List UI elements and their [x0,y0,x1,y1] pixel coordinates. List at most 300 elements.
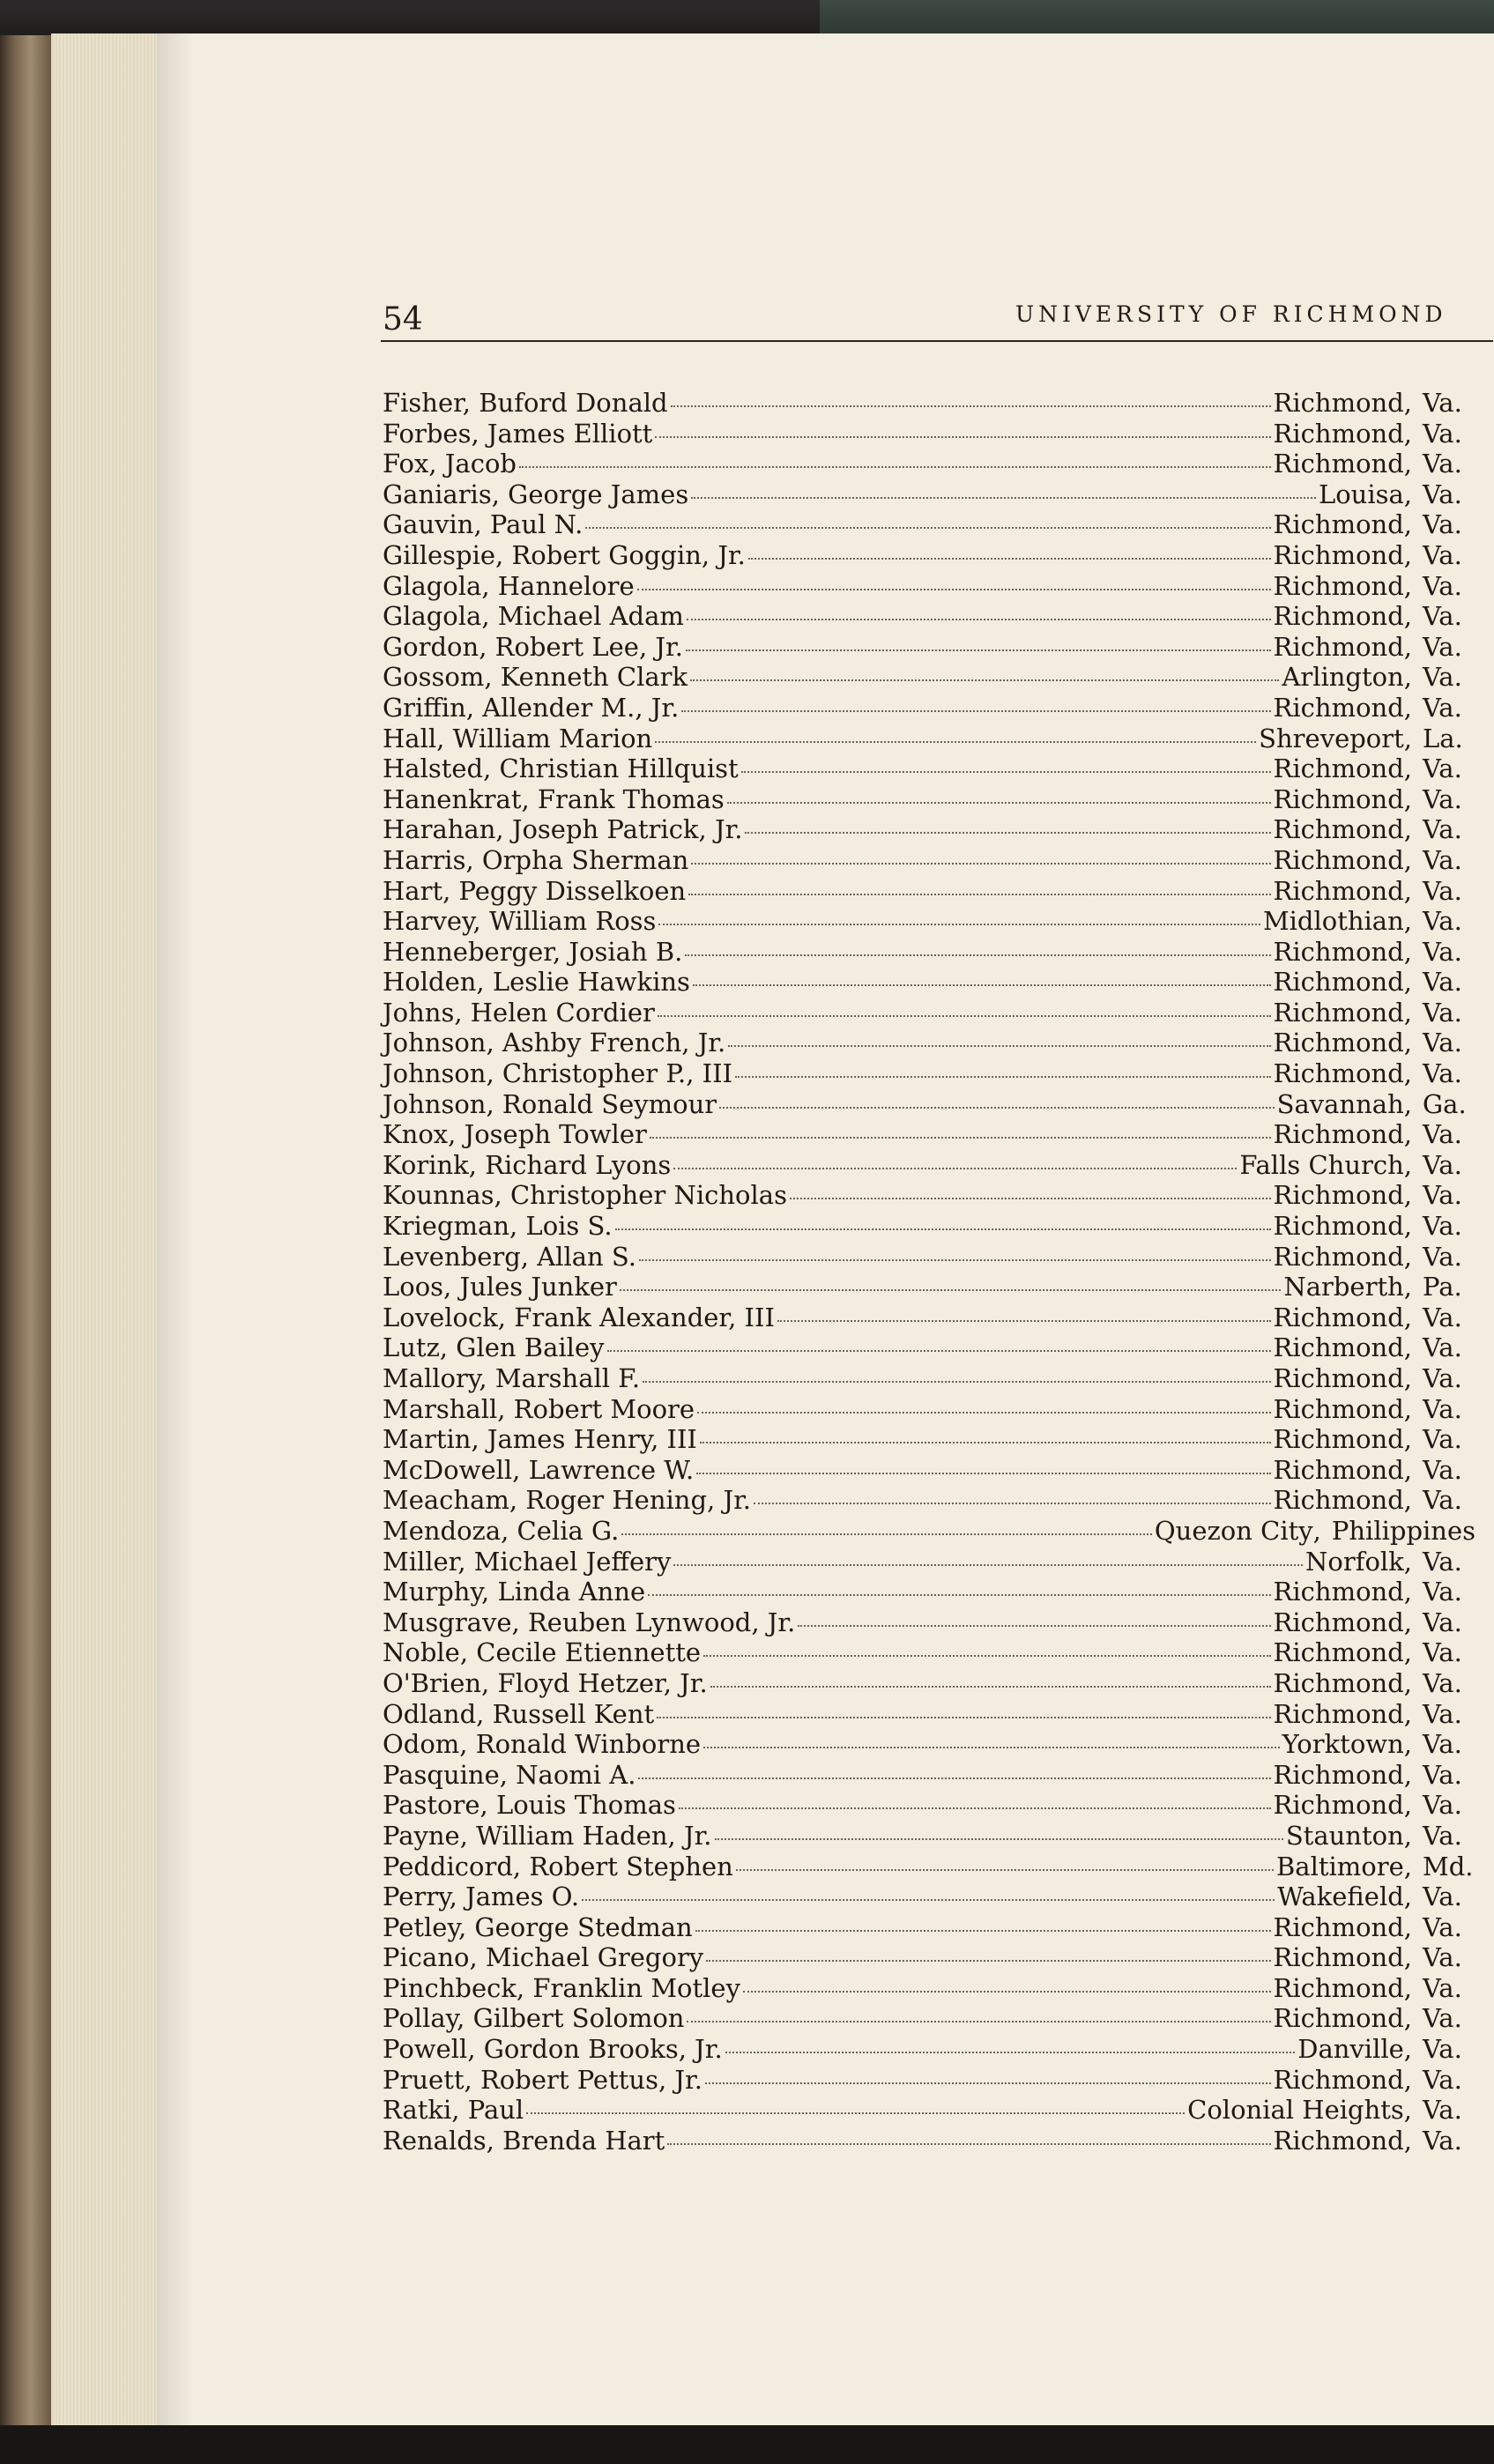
roster-entry [383,1394,1475,1425]
student-name: Odom, Ronald Winborne [383,1729,702,1760]
hometown-city: Falls Church [1239,1149,1404,1180]
roster-entry [383,2095,1475,2126]
dot-leader [681,710,1270,712]
hometown-city: Richmond [1273,997,1404,1028]
book-binding-edge [0,35,51,2450]
hometown-city: Richmond [1273,1454,1404,1485]
student-name: McDowell, Lawrence W. [383,1454,695,1485]
hometown-state: Pa. [1423,1272,1462,1303]
hometown-state: Va. [1423,388,1462,418]
hometown-city: Richmond [1273,1637,1404,1668]
hometown-state: Va. [1423,906,1462,937]
dot-leader [735,1076,1271,1078]
dot-leader [703,1747,1280,1748]
student-roster [383,388,1475,2156]
comma-separator: , [1403,1424,1412,1455]
roster-entry [383,1881,1475,1912]
hometown-city: Narberth [1283,1272,1404,1303]
comma-separator: , [1403,479,1412,509]
hometown-state: Philippines [1331,1515,1475,1546]
dot-leader [693,984,1271,986]
student-name: Glagola, Hannelore [383,570,635,601]
comma-separator: , [1403,601,1412,632]
roster-entry [383,601,1475,632]
roster-entry [383,1760,1475,1791]
student-name: Pollay, Gilbert Solomon [383,2003,685,2034]
hometown-state: Va. [1423,1546,1462,1577]
comma-separator: , [1403,1942,1412,1973]
roster-entry [383,419,1475,449]
student-name: Harvey, William Ross [383,906,657,937]
student-name: Kriegman, Lois S. [383,1211,613,1242]
dot-leader [658,924,1260,925]
hometown-state: Va. [1423,1820,1462,1851]
hometown-city: Baltimore [1275,1851,1404,1881]
roster-entry [383,1577,1475,1607]
comma-separator: , [1403,449,1412,479]
hometown-city: Richmond [1273,1332,1404,1363]
hometown-state: Va. [1423,753,1462,784]
student-name: Harahan, Joseph Patrick, Jr. [383,814,743,845]
student-name: Pasquine, Naomi A. [383,1759,636,1790]
roster-entry [383,814,1475,845]
hometown-state: Va. [1423,1180,1462,1211]
dot-leader [648,1594,1270,1596]
dot-leader [615,1228,1271,1230]
hometown-state: Va. [1423,936,1462,967]
dot-leader [700,1442,1271,1444]
roster-entry [383,906,1475,937]
comma-separator: , [1403,723,1412,753]
comma-separator: , [1403,631,1412,662]
hometown-state: Va. [1423,1149,1462,1180]
hometown-state: Va. [1423,997,1462,1028]
hometown-state: Va. [1423,662,1462,693]
hometown-city: Richmond [1273,967,1404,998]
hometown-city: Richmond [1273,875,1404,906]
roster-entry [383,1729,1475,1760]
hometown-state: Va. [1423,1942,1462,1973]
dot-leader [754,1503,1271,1504]
student-name: Pruett, Robert Pettus, Jr. [383,2064,702,2095]
student-name: Petley, George Stedman [383,1911,693,1942]
dot-leader [741,771,1271,773]
hometown-city: Louisa [1318,479,1404,509]
hometown-state: Va. [1423,1058,1462,1089]
roster-entry [383,540,1475,571]
hometown-city: Staunton [1285,1820,1404,1851]
roster-entry [383,1699,1475,1730]
comma-separator: , [1403,997,1412,1028]
student-name: Levenberg, Allan S. [383,1241,636,1272]
comma-separator: , [1403,783,1412,814]
hometown-city: Savannah [1276,1088,1404,1119]
hometown-state: Va. [1423,1332,1462,1363]
hometown-city: Wakefield [1277,1881,1404,1912]
hometown-city: Richmond [1273,783,1404,814]
student-name: Fox, Jacob [383,449,517,479]
hometown-city: Richmond [1273,2125,1404,2156]
roster-entry [383,1607,1475,1638]
student-name: Gordon, Robert Lee, Jr. [383,631,683,662]
dot-leader [658,1015,1271,1017]
hometown-city: Richmond [1273,1607,1404,1637]
comma-separator: , [1403,1332,1412,1363]
hometown-state: Va. [1423,1577,1462,1607]
student-name: Gossom, Kenneth Clark [383,662,688,693]
dot-leader [526,2112,1185,2114]
comma-separator: , [1403,418,1412,449]
dot-leader [706,1960,1270,1962]
dot-leader [671,405,1271,407]
dot-leader [620,1289,1281,1291]
student-name: Glagola, Michael Adam [383,601,684,632]
comma-separator: , [1403,967,1412,998]
student-name: Ratki, Paul [383,2095,524,2126]
comma-separator: , [1403,2125,1412,2156]
hometown-city: Richmond [1273,1302,1404,1332]
dot-leader [695,1930,1271,1932]
comma-separator: , [1403,875,1412,906]
roster-entry [383,693,1475,724]
roster-entry [383,1942,1475,1973]
hometown-state: Va. [1423,601,1462,632]
dot-leader [621,1533,1152,1535]
page-number: 54 [383,301,423,338]
comma-separator: , [1403,844,1412,875]
hometown-city: Richmond [1273,1972,1404,2003]
hometown-city: Richmond [1273,1424,1404,1455]
hometown-city: Richmond [1273,1667,1404,1698]
student-name: Musgrave, Reuben Lynwood, Jr. [383,1607,796,1637]
dot-leader [686,649,1271,651]
student-name: Powell, Gordon Brooks, Jr. [383,2034,723,2065]
dot-leader [679,1807,1271,1809]
student-name: Johnson, Ashby French, Jr. [383,1028,726,1058]
dot-leader [703,1655,1271,1657]
comma-separator: , [1403,2095,1412,2126]
hometown-city: Richmond [1273,1180,1404,1211]
dot-leader [705,2082,1271,2084]
hometown-state: Va. [1423,1241,1462,1272]
hometown-state: Va. [1423,814,1462,845]
hometown-state: Va. [1423,1759,1462,1790]
student-name: Korink, Richard Lyons [383,1149,672,1180]
dot-leader [657,1717,1270,1718]
hometown-city: Richmond [1273,1119,1404,1150]
dot-leader [798,1625,1270,1627]
roster-entry [383,1637,1475,1668]
dot-leader [607,1350,1271,1352]
dot-leader [745,832,1270,834]
roster-entry [383,1211,1475,1242]
dot-leader [582,1899,1275,1901]
hometown-state: Va. [1423,1698,1462,1729]
comma-separator: , [1403,1241,1412,1272]
dot-leader [748,558,1271,560]
student-name: Miller, Michael Jeffery [383,1546,672,1577]
spine-shadow [157,33,192,2431]
dot-leader [655,741,1256,743]
dot-leader [790,1198,1271,1199]
hometown-city: Richmond [1273,1942,1404,1973]
roster-entry [383,2065,1475,2096]
comma-separator: , [1403,1272,1412,1303]
dot-leader [638,1777,1270,1779]
roster-entry [383,1363,1475,1394]
student-name: Pastore, Louis Thomas [383,1790,676,1821]
roster-entry [383,1119,1475,1150]
comma-separator: , [1403,2003,1412,2034]
roster-entry [383,1668,1475,1699]
student-name: Hart, Peggy Disselkoen [383,875,687,906]
comma-separator: , [1403,1180,1412,1211]
student-name: Johns, Helen Cordier [383,997,655,1028]
hometown-state: Va. [1423,418,1462,449]
student-name: Perry, James O. [383,1881,580,1912]
hometown-state: Md. [1423,1851,1474,1881]
hometown-state: Va. [1423,449,1462,479]
hometown-state: Va. [1423,1302,1462,1332]
hometown-city: Richmond [1273,844,1404,875]
student-name: Halsted, Christian Hillquist [383,753,739,784]
dot-leader [728,1045,1270,1047]
comma-separator: , [1403,1790,1412,1821]
hometown-state: Va. [1423,1637,1462,1668]
comma-separator: , [1403,1972,1412,2003]
comma-separator: , [1403,1729,1412,1760]
student-name: Mendoza, Celia G. [383,1515,620,1546]
student-name: Marshall, Robert Moore [383,1393,695,1424]
hometown-state: Va. [1423,1790,1462,1821]
student-name: Hall, William Marion [383,723,653,753]
roster-entry [383,2034,1475,2065]
dot-leader [719,1107,1275,1109]
dot-leader [691,863,1270,865]
roster-entry [383,1821,1475,1852]
roster-entry [383,2126,1475,2156]
hometown-state: Va. [1423,1972,1462,2003]
roster-entry [383,1424,1475,1455]
roster-entry [383,1516,1475,1547]
hometown-city: Richmond [1273,539,1404,570]
dot-leader [667,2143,1270,2145]
roster-entry [383,845,1475,876]
hometown-city: Richmond [1273,1485,1404,1516]
hometown-state: Va. [1423,1485,1462,1516]
comma-separator: , [1403,509,1412,540]
comma-separator: , [1403,388,1412,418]
hometown-state: Va. [1423,1454,1462,1485]
hometown-state: Va. [1423,631,1462,662]
dot-leader [687,2021,1270,2022]
hometown-city: Richmond [1273,1759,1404,1790]
hometown-state: Va. [1423,2003,1462,2034]
comma-separator: , [1403,1667,1412,1698]
hometown-city: Richmond [1273,570,1404,601]
roster-entry [383,1547,1475,1577]
student-name: Loos, Jules Junker [383,1272,617,1303]
hometown-state: Va. [1423,2034,1462,2065]
roster-entry [383,1332,1475,1363]
hometown-city: Richmond [1273,631,1404,662]
roster-entry [383,1973,1475,2004]
hometown-state: Va. [1423,1667,1462,1698]
hometown-city: Richmond [1273,388,1404,418]
hometown-state: Ga. [1423,1088,1467,1119]
comma-separator: , [1403,2064,1412,2095]
hometown-city: Richmond [1273,418,1404,449]
roster-entry [383,1150,1475,1181]
hometown-state: Va. [1423,539,1462,570]
dot-leader [639,1259,1271,1261]
hometown-city: Richmond [1273,449,1404,479]
hometown-city: Richmond [1273,1393,1404,1424]
comma-separator: , [1403,1881,1412,1912]
comma-separator: , [1403,1363,1412,1393]
roster-entry [383,784,1475,815]
hometown-state: Va. [1423,509,1462,540]
hometown-city: Arlington [1282,662,1404,693]
comma-separator: , [1403,906,1412,937]
hometown-city: Richmond [1273,1698,1404,1729]
hometown-state: Va. [1423,967,1462,998]
header-rule [381,340,1493,342]
comma-separator: , [1403,1577,1412,1607]
hometown-state: Va. [1423,1119,1462,1150]
roster-entry [383,876,1475,907]
comma-separator: , [1403,1485,1412,1516]
comma-separator: , [1403,1149,1412,1180]
dot-leader [777,1320,1271,1322]
hometown-city: Richmond [1273,1577,1404,1607]
dot-leader [673,1564,1303,1566]
comma-separator: , [1403,1211,1412,1242]
student-name: Martin, James Henry, III [383,1424,697,1455]
comma-separator: , [1403,1820,1412,1851]
student-name: Picano, Michael Gregory [383,1942,704,1973]
roster-entry [383,509,1475,540]
comma-separator: , [1403,1028,1412,1058]
roster-entry [383,2003,1475,2034]
hometown-city: Quezon City [1154,1515,1313,1546]
hometown-state: Va. [1423,844,1462,875]
hometown-state: Va. [1423,1881,1462,1912]
hometown-city: Richmond [1273,601,1404,632]
student-name: Harris, Orpha Sherman [383,844,689,875]
comma-separator: , [1403,1851,1412,1881]
hometown-city: Richmond [1273,1058,1404,1089]
comma-separator: , [1403,1637,1412,1668]
dot-leader [697,1412,1270,1414]
hometown-city: Richmond [1273,1028,1404,1058]
dot-leader [736,1869,1274,1871]
comma-separator: , [1403,814,1412,845]
dot-leader [687,619,1271,620]
student-name: Lovelock, Frank Alexander, III [383,1302,775,1332]
hometown-city: Richmond [1273,692,1404,723]
roster-entry [383,1790,1475,1821]
hometown-state: Va. [1423,1911,1462,1942]
student-name: Pinchbeck, Franklin Motley [383,1972,740,2003]
roster-entry [383,479,1475,510]
hometown-city: Danville [1297,2034,1404,2065]
student-name: Lutz, Glen Bailey [383,1332,605,1363]
comma-separator: , [1403,1119,1412,1150]
hometown-city: Richmond [1273,936,1404,967]
dot-leader [519,466,1271,468]
roster-entry [383,967,1475,998]
roster-entry [383,1180,1475,1211]
roster-entry [383,1058,1475,1089]
roster-entry [383,1089,1475,1120]
dot-leader [691,497,1316,499]
running-head: UNIVERSITY OF RICHMOND [1015,301,1447,327]
dot-leader [743,1991,1271,1993]
hometown-city: Yorktown [1282,1729,1404,1760]
roster-entry [383,1303,1475,1333]
student-name: Noble, Cecile Etiennette [383,1637,702,1668]
student-name: Peddicord, Robert Stephen [383,1851,733,1881]
student-name: Mallory, Marshall F. [383,1363,641,1393]
roster-entry [383,1912,1475,1943]
student-name: Henneberger, Josiah B. [383,936,683,967]
roster-entry [383,998,1475,1028]
hometown-state: Va. [1423,1211,1462,1242]
hometown-city: Richmond [1273,2003,1404,2034]
comma-separator: , [1403,753,1412,784]
hometown-state: Va. [1423,875,1462,906]
comma-separator: , [1312,1515,1321,1546]
comma-separator: , [1403,1911,1412,1942]
hometown-state: Va. [1423,1393,1462,1424]
comma-separator: , [1403,662,1412,693]
student-name: Renalds, Brenda Hart [383,2125,665,2156]
bottom-background [0,2425,1494,2464]
student-name: Payne, William Haden, Jr. [383,1820,712,1851]
dot-leader [650,1137,1271,1139]
hometown-state: Va. [1423,1028,1462,1058]
roster-entry [383,724,1475,754]
dot-leader [643,1381,1270,1383]
student-name: Gillespie, Robert Goggin, Jr. [383,539,746,570]
student-name: Holden, Leslie Hawkins [383,967,690,998]
dot-leader [715,1838,1283,1840]
comma-separator: , [1403,1607,1412,1637]
student-name: Griffin, Allender M., Jr. [383,692,680,723]
hometown-state: Va. [1423,1363,1462,1393]
hometown-city: Norfolk [1305,1546,1404,1577]
student-name: Murphy, Linda Anne [383,1577,646,1607]
hometown-state: Va. [1423,783,1462,814]
dot-leader [673,1168,1237,1169]
student-name: O'Brien, Floyd Hetzer, Jr. [383,1667,708,1698]
dot-leader [685,954,1270,956]
roster-entry [383,1028,1475,1058]
comma-separator: , [1403,1454,1412,1485]
hometown-state: Va. [1423,1607,1462,1637]
roster-entry [383,1852,1475,1882]
hometown-state: Va. [1423,1729,1462,1760]
hometown-state: Va. [1423,2125,1462,2156]
student-name: Knox, Joseph Towler [383,1119,647,1150]
hometown-city: Richmond [1273,1363,1404,1393]
page-stack-edges [51,33,164,2431]
hometown-state: Va. [1423,570,1462,601]
student-name: Odland, Russell Kent [383,1698,655,1729]
roster-entry [383,1272,1475,1303]
hometown-city: Midlothian [1262,906,1404,937]
